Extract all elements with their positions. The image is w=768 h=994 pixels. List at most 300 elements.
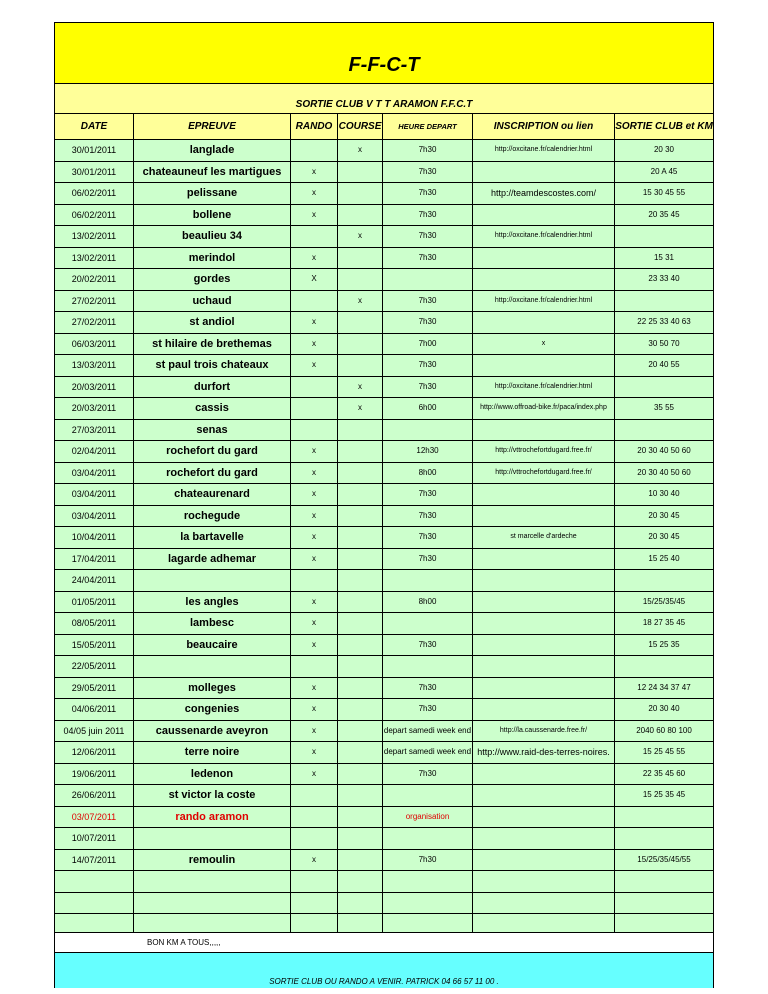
cell-inscription: http://oxcitane.fr/calendrier.html [472,291,614,312]
cell-course [337,269,382,290]
cell-date [55,871,133,892]
cell-course [337,592,382,613]
cell-heure [382,570,472,591]
cell-km: 15/25/35/45 [614,592,713,613]
cell-course [337,785,382,806]
page-title: F-F-C-T [348,54,420,76]
cell-rando: x [290,613,337,634]
cell-date: 13/03/2011 [71,360,117,370]
cell-km: 20 40 55 [614,355,713,376]
column-header-course: COURSE [337,114,382,140]
cell-epreuve: langlade [133,140,290,161]
cell-rando [290,420,337,441]
cell-inscription [472,871,614,892]
cell-rando [290,377,337,398]
cell-date: 06/02/2011 [71,188,117,198]
cell-rando [290,398,337,419]
cell-date: 13/02/2011 [71,252,117,263]
cell-course [337,613,382,634]
cell-course: x [337,398,382,419]
cell-date: 17/04/2011 [71,553,117,564]
table-row [55,784,713,806]
cell-epreuve: rochefort du gard [133,441,290,462]
cell-rando: x [290,678,337,699]
cell-date: 30/01/2011 [71,166,117,177]
table-row [55,354,713,376]
cell-course [337,205,382,226]
table-row [55,204,713,226]
cell-course [337,699,382,720]
cell-rando [290,226,337,247]
cell-inscription: http://la.caussenarde.free.fr/ [472,721,614,742]
table-row [55,569,713,591]
cell-rando [290,871,337,892]
cell-heure: 7h30 [382,162,472,183]
cell-heure: 7h00 [382,334,472,355]
table-row [55,376,713,398]
cell-heure: depart samedi week end [382,721,472,742]
cell-heure [382,893,472,914]
cell-rando [290,807,337,828]
cell-km: 10 30 40 [614,484,713,505]
table-row [55,182,713,204]
cell-heure: 7h30 [382,678,472,699]
cell-km [614,871,713,892]
cell-heure [382,656,472,677]
cell-epreuve [133,871,290,892]
cell-inscription [472,678,614,699]
cell-course [337,871,382,892]
cell-inscription [472,850,614,871]
cell-km: 20 30 40 50 60 [614,463,713,484]
cell-rando [290,785,337,806]
cell-km: 15 25 40 [614,549,713,570]
footer-text: SORTIE CLUB OU RANDO A VENIR. PATRICK 04 66 57 11 00 . [269,977,499,986]
cell-inscription [472,807,614,828]
cell-epreuve: cassis [133,398,290,419]
cell-epreuve: st paul trois chateaux [133,355,290,376]
cell-rando [290,291,337,312]
cell-date: 01/05/2011 [71,596,117,607]
cell-date: 03/04/2011 [71,510,117,521]
cell-rando: x [290,764,337,785]
cell-epreuve: st andiol [133,312,290,333]
cell-course [337,828,382,849]
column-header-heure: HEURE DEPART [382,114,472,140]
cell-rando: x [290,699,337,720]
cell-epreuve: bollene [133,205,290,226]
cell-km: 22 35 45 60 [614,764,713,785]
cell-date: 19/06/2011 [71,768,117,779]
cell-inscription [472,699,614,720]
cell-course [337,506,382,527]
cell-date: 13/02/2011 [71,231,117,241]
cell-rando: x [290,205,337,226]
cell-inscription [472,205,614,226]
cell-epreuve [133,828,290,849]
cell-epreuve: st hilaire de brethemas [133,334,290,355]
cell-km: 22 25 33 40 63 [614,312,713,333]
table-row [55,655,713,677]
cell-date: 04/05 juin 2011 [63,725,125,736]
cell-rando: x [290,441,337,462]
cell-inscription [472,592,614,613]
table-row [55,741,713,763]
table-row [55,870,713,892]
cell-heure [382,613,472,634]
table-row [55,698,713,720]
cell-date [55,893,133,914]
cell-km: 23 33 40 [614,269,713,290]
cell-epreuve: ledenon [133,764,290,785]
cell-course [337,463,382,484]
cell-rando: x [290,312,337,333]
cell-rando [290,893,337,914]
cell-course [337,334,382,355]
cell-course [337,162,382,183]
cell-heure: 8h00 [382,463,472,484]
cell-inscription [472,420,614,441]
cell-course [337,764,382,785]
table-row [55,225,713,247]
cell-rando: x [290,183,337,204]
cell-rando: x [290,592,337,613]
cell-km [614,893,713,914]
column-header-epreuve: EPREUVE [133,114,290,140]
table-row [55,677,713,699]
cell-rando: x [290,162,337,183]
cell-inscription [472,484,614,505]
cell-heure: 12h30 [382,441,472,462]
cell-heure: 7h30 [382,291,472,312]
cell-km: 15 25 35 45 [614,785,713,806]
cell-inscription: http://www.offroad-bike.fr/paca/index.php [472,398,614,419]
cell-km: 20 30 [614,140,713,161]
cell-inscription [472,269,614,290]
cell-course [337,678,382,699]
cell-date: 02/04/2011 [71,446,117,456]
cell-epreuve: les angles [133,592,290,613]
cell-km: 20 30 45 [614,527,713,548]
cell-date: 15/05/2011 [71,639,117,650]
cell-heure: 7h30 [382,764,472,785]
column-header-inscription: INSCRIPTION ou lien [472,114,614,140]
cell-heure: organisation [382,807,472,828]
cell-inscription: http://oxcitane.fr/calendrier.html [472,140,614,161]
table-row [55,161,713,183]
cell-inscription: http://teamdescostes.com/ [472,183,614,204]
cell-inscription [472,506,614,527]
cell-km [614,291,713,312]
cell-course [337,721,382,742]
cell-heure: 7h30 [382,226,472,247]
footer-note-band [55,932,713,953]
cell-rando: x [290,248,337,269]
cell-course [337,635,382,656]
cell-rando: x [290,484,337,505]
cell-km: 30 50 70 [614,334,713,355]
cell-course [337,183,382,204]
title-band [55,23,713,83]
footer-band [55,952,713,988]
cell-date: 06/03/2011 [71,338,117,349]
cell-epreuve: uchaud [133,291,290,312]
cell-epreuve: congenies [133,699,290,720]
subtitle-band [55,83,713,114]
cell-km [614,377,713,398]
cell-heure [382,269,472,290]
cell-course [337,420,382,441]
cell-date: 06/02/2011 [71,209,117,220]
cell-km [614,570,713,591]
cell-heure: 7h30 [382,355,472,376]
cell-km: 35 55 [614,398,713,419]
cell-course [337,549,382,570]
cell-heure: 7h30 [382,635,472,656]
table-row [55,333,713,355]
cell-course [337,807,382,828]
table-row [55,440,713,462]
cell-course: x [337,140,382,161]
cell-date: 10/04/2011 [71,532,117,542]
table-row [55,397,713,419]
cell-heure: 7h30 [382,549,472,570]
cell-heure [382,871,472,892]
cell-epreuve: beaulieu 34 [133,226,290,247]
cell-date: 12/06/2011 [71,747,117,757]
cell-date: 27/03/2011 [71,424,117,435]
page-subtitle: SORTIE CLUB V T T ARAMON F.F.C.T [295,99,473,110]
cell-date: 20/03/2011 [71,381,117,392]
table-row [55,483,713,505]
cell-inscription: http://oxcitane.fr/calendrier.html [472,377,614,398]
table-row [55,763,713,785]
cell-heure: 6h00 [382,398,472,419]
cell-inscription [472,355,614,376]
cell-course [337,893,382,914]
cell-date: 27/02/2011 [71,295,117,306]
cell-epreuve: chateaurenard [133,484,290,505]
cell-heure [382,828,472,849]
cell-inscription: http://oxcitane.fr/calendrier.html [472,226,614,247]
cell-heure: 7h30 [382,484,472,505]
cell-km: 15 25 45 55 [614,742,713,763]
table-row [55,419,713,441]
cell-course [337,441,382,462]
table-row [55,526,713,548]
table-row [55,247,713,269]
cell-course [337,742,382,763]
cell-date: 27/02/2011 [71,317,117,327]
cell-epreuve: molleges [133,678,290,699]
cell-course [337,484,382,505]
cell-date: 08/05/2011 [71,618,117,628]
table-row [55,720,713,742]
cell-km: 2040 60 80 100 [614,721,713,742]
cell-rando: x [290,527,337,548]
cell-heure: 7h30 [382,248,472,269]
cell-date: 26/06/2011 [71,790,117,800]
cell-course: x [337,226,382,247]
cell-epreuve: la bartavelle [133,527,290,548]
cell-inscription: http://vttrochefortdugard.free.fr/ [472,463,614,484]
cell-inscription [472,785,614,806]
column-header-rando: RANDO [290,114,337,140]
table-row [55,827,713,849]
cell-inscription [472,893,614,914]
cell-km: 20 35 45 [614,205,713,226]
cell-epreuve: caussenarde aveyron [133,721,290,742]
cell-km: 15 25 35 [614,635,713,656]
cell-km [614,420,713,441]
cell-epreuve: remoulin [133,850,290,871]
cell-inscription [472,549,614,570]
cell-epreuve: durfort [133,377,290,398]
cell-epreuve: lambesc [133,613,290,634]
cell-date: 03/07/2011 [71,811,117,822]
cell-rando [290,828,337,849]
cell-course: x [337,377,382,398]
cell-epreuve: terre noire [133,742,290,763]
table-row [55,139,713,161]
cell-inscription [472,248,614,269]
cell-epreuve: rochegude [133,506,290,527]
cell-epreuve: st victor la coste [133,785,290,806]
cell-km: 20 30 40 50 60 [614,441,713,462]
cell-km: 20 30 40 [614,699,713,720]
cell-rando: X [290,269,337,290]
cell-course [337,570,382,591]
cell-heure [382,785,472,806]
table-row [55,548,713,570]
cell-rando: x [290,355,337,376]
cell-inscription [472,828,614,849]
cell-rando: x [290,850,337,871]
cell-km: 15 31 [614,248,713,269]
cell-course [337,355,382,376]
cell-heure: 7h30 [382,312,472,333]
cell-course: x [337,291,382,312]
cell-course [337,850,382,871]
cell-inscription: http://vttrochefortdugard.free.fr/ [472,441,614,462]
cell-epreuve: chateauneuf les martigues [133,162,290,183]
cell-heure: 7h30 [382,377,472,398]
cell-rando: x [290,635,337,656]
cell-inscription: st marcelle d'ardeche [472,527,614,548]
cell-epreuve [133,570,290,591]
table-row [55,892,713,914]
cell-epreuve: rochefort du gard [133,463,290,484]
column-header-date: DATE [80,121,108,132]
column-header-km: SORTIE CLUB et KM [614,114,713,140]
cell-course [337,312,382,333]
cell-km [614,828,713,849]
cell-epreuve: rando aramon [133,807,290,828]
cell-km [614,807,713,828]
cell-inscription [472,570,614,591]
table-row [55,591,713,613]
cell-km: 12 24 34 37 47 [614,678,713,699]
cell-inscription [472,162,614,183]
cell-epreuve: lagarde adhemar [133,549,290,570]
table-row [55,634,713,656]
cell-rando: x [290,463,337,484]
cell-km [614,226,713,247]
cell-km: 15/25/35/45/55 [614,850,713,871]
table-row [55,849,713,871]
table-row [55,806,713,828]
table-row [55,505,713,527]
cell-rando: x [290,549,337,570]
cell-heure: 7h30 [382,506,472,527]
cell-inscription [472,312,614,333]
cell-km [614,656,713,677]
cell-km: 18 27 35 45 [614,613,713,634]
cell-heure: 7h30 [382,850,472,871]
cell-epreuve [133,893,290,914]
cell-km: 20 30 45 [614,506,713,527]
cell-heure: 7h30 [382,527,472,548]
cell-inscription: x [472,334,614,355]
cell-inscription [472,635,614,656]
cell-heure: 7h30 [382,140,472,161]
table-row [55,268,713,290]
cell-date: 30/01/2011 [71,145,117,155]
cell-epreuve: gordes [133,269,290,290]
cell-heure: depart samedi week end [382,742,472,763]
spreadsheet [54,22,714,988]
cell-heure: 8h00 [382,592,472,613]
cell-rando [290,656,337,677]
cell-heure: 7h30 [382,205,472,226]
cell-rando: x [290,506,337,527]
cell-course [337,527,382,548]
cell-km: 15 30 45 55 [614,183,713,204]
table-row [55,612,713,634]
cell-date: 10/07/2011 [71,833,117,843]
footer-note: BON KM A TOUS,,,,, [147,938,221,947]
cell-date: 22/05/2011 [71,661,117,671]
cell-rando: x [290,742,337,763]
cell-inscription [472,613,614,634]
table-row [55,290,713,312]
cell-rando: x [290,334,337,355]
cell-date: 04/06/2011 [71,704,117,714]
cell-date: 24/04/2011 [71,575,117,585]
cell-rando: x [290,721,337,742]
cell-rando [290,570,337,591]
cell-date: 03/04/2011 [71,489,117,499]
cell-km: 20 A 45 [614,162,713,183]
cell-epreuve [133,656,290,677]
cell-date: 29/05/2011 [71,682,117,693]
cell-epreuve: senas [133,420,290,441]
table-row [55,462,713,484]
cell-heure: 7h30 [382,183,472,204]
cell-course [337,248,382,269]
cell-epreuve: merindol [133,248,290,269]
cell-date: 20/02/2011 [71,274,117,284]
cell-heure: 7h30 [382,699,472,720]
cell-inscription [472,656,614,677]
cell-epreuve: pelissane [133,183,290,204]
cell-course [337,656,382,677]
cell-date: 20/03/2011 [71,403,117,413]
cell-heure [382,420,472,441]
cell-inscription [472,764,614,785]
cell-date: 03/04/2011 [71,467,117,478]
table-header [55,113,713,140]
